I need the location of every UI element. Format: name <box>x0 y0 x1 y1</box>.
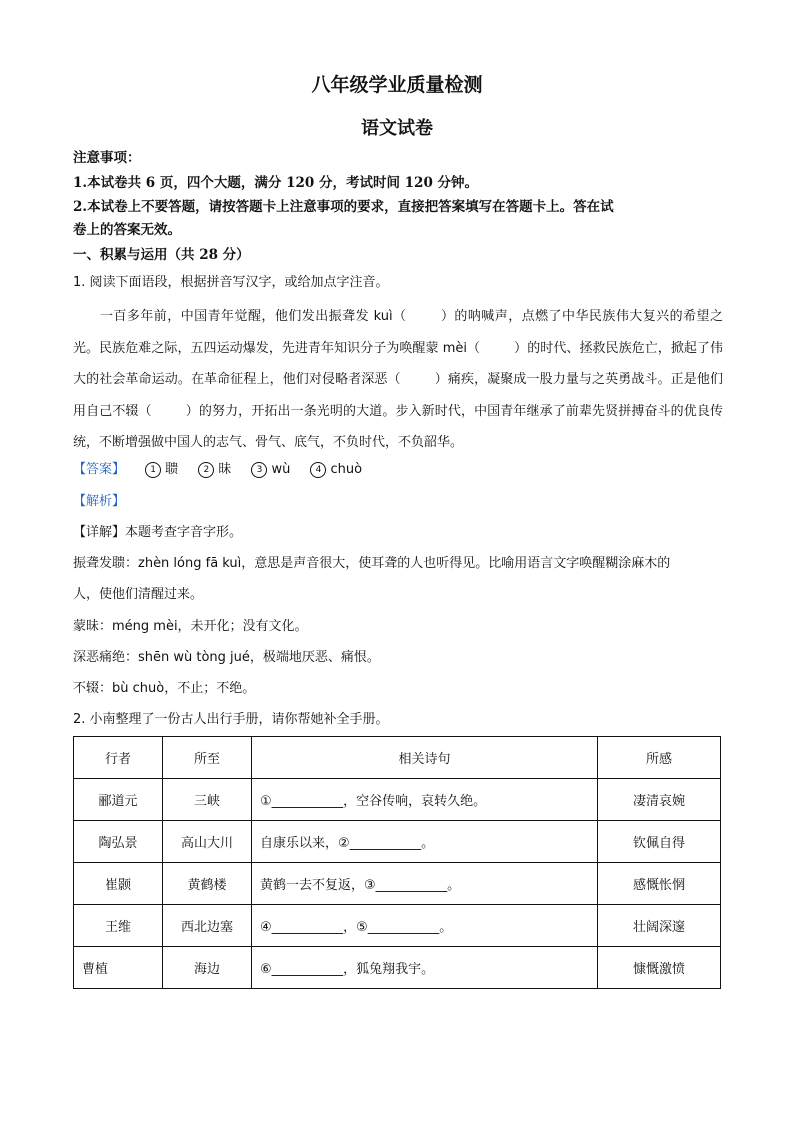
answer-number: 3 <box>251 462 267 478</box>
passage-part-4: ）痛疾，凝聚成一股力量与之英勇战斗。正是他们用自己不辍（ <box>73 372 723 419</box>
passage-part-2: ）的呐喊声，点燃了中华民族伟大复兴的希望之光。民族危难之际，五四运动爆发，先进青年知识分子为唤醒蒙 mèi（ <box>73 309 723 356</box>
answer-number: 4 <box>310 462 326 478</box>
cell-poem: 黄鹤一去不复返，③___________。 <box>252 863 598 905</box>
explain-3: 深恶痛绝：shēn wù tòng jué，极端地厌恶、痛恨。 <box>73 650 380 665</box>
table-header-row <box>74 737 721 779</box>
answer-text: 昧 <box>218 462 232 477</box>
answer-tag: 【答案】 <box>73 462 126 477</box>
table-row <box>74 947 721 989</box>
analysis-tag: 【解析】 <box>73 494 126 509</box>
cell-traveler: 曹植 <box>74 947 163 989</box>
cell-feeling: 凄清哀婉 <box>598 779 721 821</box>
notes-heading: 注意事项： <box>73 150 141 166</box>
explain-2: 蒙昧：méng mèi，未开化；没有文化。 <box>73 619 308 634</box>
header-destination: 所至 <box>163 737 252 779</box>
table-row <box>74 779 721 821</box>
cell-destination: 海边 <box>163 947 252 989</box>
cell-feeling: 壮阔深邃 <box>598 905 721 947</box>
detail-line: 【详解】本题考查字音字形。 <box>73 525 243 540</box>
table-row <box>74 905 721 947</box>
answer-text: 聩 <box>165 462 179 477</box>
answer-line <box>73 460 362 480</box>
answer-number: 1 <box>145 462 161 478</box>
cell-traveler: 王维 <box>74 905 163 947</box>
cell-feeling: 感慨怅惘 <box>598 863 721 905</box>
answer-text: chuò <box>330 462 363 477</box>
answer-item <box>145 462 178 477</box>
reading-passage <box>73 301 723 459</box>
exam-title: 八年级学业质量检测 <box>311 74 483 96</box>
section-heading: 一、积累与运用（共 28 分） <box>73 247 250 263</box>
travel-handbook-table <box>73 736 721 989</box>
question-2-prompt: 2. 小南整理了一份古人出行手册，请你帮她补全手册。 <box>73 712 389 727</box>
answer-item <box>198 462 231 477</box>
header-poem: 相关诗句 <box>252 737 598 779</box>
cell-destination: 黄鹤楼 <box>163 863 252 905</box>
answer-item <box>310 462 362 477</box>
cell-poem: 自康乐以来，②___________。 <box>252 821 598 863</box>
notes-item-1: 1.本试卷共 6 页，四个大题，满分 120 分，考试时间 120 分钟。 <box>73 175 479 191</box>
notes-item-2-line-2: 卷上的答案无效。 <box>73 222 181 238</box>
header-feeling: 所感 <box>598 737 721 779</box>
notes-item-2-line-1: 2.本试卷上不要答题，请按答题卡上注意事项的要求，直接把答案填写在答题卡上。答在试 <box>73 199 614 215</box>
answer-number: 2 <box>198 462 214 478</box>
passage-part-3: ）的时代、拯救民族危亡，掀起了伟大的社会革命运动。在革命征程上，他们对侵略者深恶（ <box>73 340 723 387</box>
explain-4: 不辍：bù chuò，不止；不绝。 <box>73 681 256 696</box>
cell-feeling: 慷慨激愤 <box>598 947 721 989</box>
cell-poem: ④___________，⑤___________。 <box>252 905 598 947</box>
question-1-prompt: 1. 阅读下面语段，根据拼音写汉字，或给加点字注音。 <box>73 275 389 290</box>
cell-destination: 三峡 <box>163 779 252 821</box>
cell-destination: 高山大川 <box>163 821 252 863</box>
explain-1-line-1: 振聋发聩：zhèn lóng fā kuì，意思是声音很大，使耳聋的人也听得见。比喻用语言文字唤醒糊涂麻木的 <box>73 556 671 571</box>
passage-part-5: ）的努力，开拓出一条光明的大道。步入新时代，中国青年继承了前辈先贤拼搏奋斗的优良传统，不断增强做中国人的志气、骨气、底气，不负时代，不负韶华。 <box>73 403 723 450</box>
exam-subtitle: 语文试卷 <box>361 118 433 139</box>
answer-item <box>251 462 290 477</box>
table-row <box>74 863 721 905</box>
cell-traveler: 郦道元 <box>74 779 163 821</box>
cell-destination: 西北边塞 <box>163 905 252 947</box>
table-row <box>74 821 721 863</box>
cell-feeling: 钦佩自得 <box>598 821 721 863</box>
cell-poem: ⑥___________，狐兔翔我宇。 <box>252 947 598 989</box>
passage-part-1: 一百多年前，中国青年觉醒，他们发出振聋发 kuì（ <box>100 309 407 324</box>
cell-traveler: 崔颢 <box>74 863 163 905</box>
explain-1-line-2: 人，使他们清醒过来。 <box>73 587 204 602</box>
cell-traveler: 陶弘景 <box>74 821 163 863</box>
header-traveler: 行者 <box>74 737 163 779</box>
cell-poem: ①___________，空谷传响，哀转久绝。 <box>252 779 598 821</box>
answer-text: wù <box>271 462 291 477</box>
